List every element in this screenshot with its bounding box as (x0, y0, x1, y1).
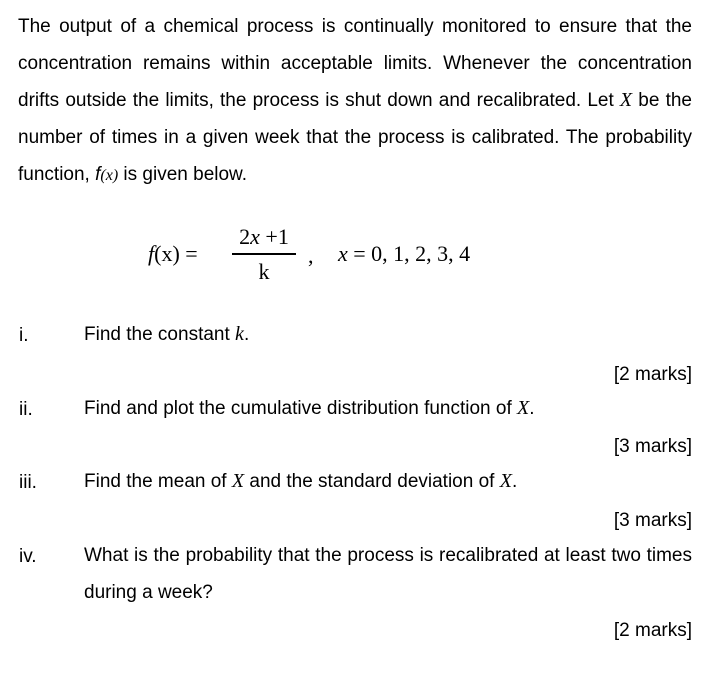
question-text-2 (84, 390, 692, 427)
question-3-variable-1: X (231, 470, 245, 492)
question-2-text: Find and plot the cumulative distribution function of (84, 398, 518, 419)
question-3-variable-2: X (499, 470, 512, 492)
domain-values: = 0, 1, 2, 3, 4 (347, 241, 471, 266)
question-text-3 (84, 463, 692, 500)
fraction-numerator (232, 222, 296, 252)
equation-lhs-rest: (x) = (154, 241, 198, 266)
marks-2: [3 marks] (613, 436, 692, 457)
question-text-4: What is the probability that the process is recalibrated at least two times during a week? (84, 545, 692, 603)
question-2-variable: X (517, 397, 530, 419)
question-text-1 (84, 316, 692, 353)
question-number-2: ii. (19, 399, 33, 420)
variable-x: X (619, 89, 633, 111)
equation-domain (338, 241, 470, 267)
question-number-1: i. (19, 325, 29, 346)
question-3-text-a: Find the mean of (84, 471, 232, 492)
question-3-period: . (511, 471, 518, 492)
intro-text-3: is given below. (118, 164, 248, 185)
question-1-variable: k (235, 323, 244, 345)
numerator-coefficient: 2 (239, 224, 251, 249)
function-f: f (95, 164, 101, 185)
question-2-period: . (529, 398, 535, 419)
intro-text-2: be the number of times in a given week that the process is calibrated. The probability function, (18, 90, 692, 185)
equation-f: f (148, 241, 155, 266)
equation-lhs (148, 241, 198, 267)
fraction-bar (232, 253, 296, 255)
marks-3: [3 marks] (613, 510, 692, 531)
equation-comma: , (308, 243, 314, 268)
intro-text-1: The output of a chemical process is continually monitored to ensure that the concentration remains within acceptable limits. Whenever the concentration drifts outside the limits, the process is shut down and recalibrated. Let (18, 16, 692, 111)
question-number-4: iv. (19, 546, 37, 567)
domain-variable: x (338, 241, 348, 266)
question-1-period: . (243, 324, 250, 345)
question-1-text: Find the constant (84, 324, 236, 345)
probability-function-equation (148, 222, 548, 292)
numerator-constant: +1 (259, 224, 289, 249)
equation-fraction (232, 222, 296, 287)
numerator-variable: x (250, 224, 260, 249)
marks-4: [2 marks] (613, 620, 692, 641)
marks-1: [2 marks] (613, 364, 692, 385)
question-3-text-b: and the standard deviation of (244, 471, 500, 492)
question-number-3: iii. (19, 472, 37, 493)
problem-statement (18, 8, 692, 194)
function-argument: (x) (100, 167, 119, 184)
fraction-denominator: k (258, 258, 270, 284)
